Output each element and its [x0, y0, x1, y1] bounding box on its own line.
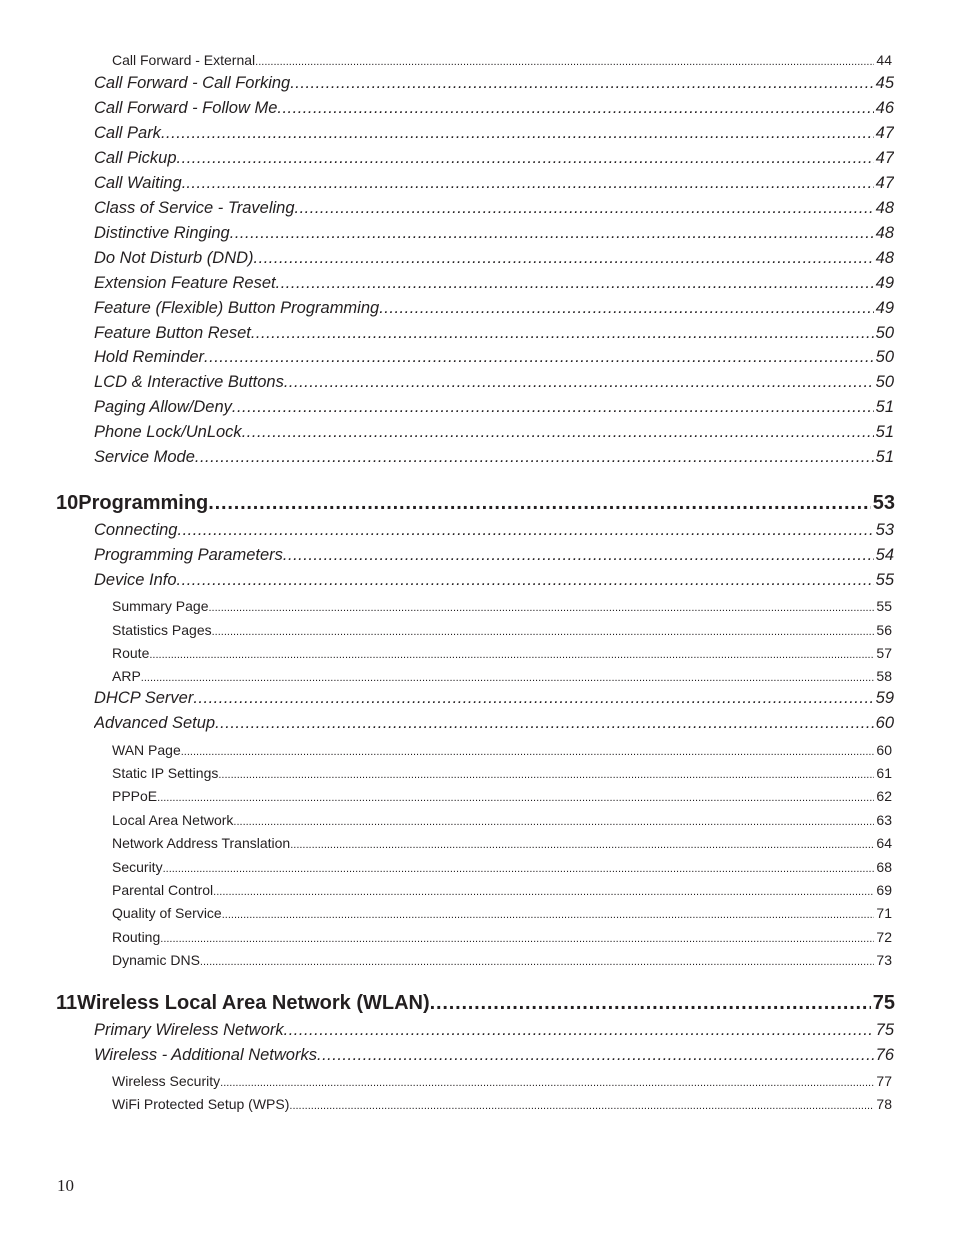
dot-leader	[233, 812, 874, 828]
toc-entry[interactable]	[112, 835, 892, 851]
dot-leader	[163, 859, 875, 875]
dot-leader	[242, 423, 874, 442]
toc-entry[interactable]	[94, 149, 894, 168]
toc-entry-title: Feature Button Reset	[94, 324, 251, 342]
toc-entry-page: 62	[876, 788, 892, 804]
dot-leader	[220, 1073, 874, 1089]
toc-entry[interactable]	[94, 174, 894, 193]
toc-entry[interactable]	[112, 742, 892, 758]
toc-entry-page: 60	[876, 742, 892, 758]
dot-leader	[213, 882, 874, 898]
toc-entry-title: Call Forward - External	[112, 52, 256, 68]
toc-entry[interactable]	[94, 714, 894, 733]
dot-leader	[141, 668, 875, 684]
toc-entry-title: Call Forward - Call Forking	[94, 74, 291, 92]
toc-entry-title: Distinctive Ringing	[94, 224, 230, 242]
toc-entry-page: 50	[875, 373, 894, 391]
dot-leader	[208, 598, 874, 614]
dot-leader	[193, 689, 873, 708]
toc-entry-title: Call Forward - Follow Me	[94, 99, 278, 117]
toc-entry-title: Local Area Network	[112, 812, 234, 828]
toc-entry-page: 58	[876, 668, 892, 684]
toc-entry-page: 71	[876, 905, 892, 921]
toc-entry-title: Summary Page	[112, 598, 209, 614]
chapter-number: 11	[56, 992, 78, 1014]
toc-entry[interactable]	[94, 689, 894, 708]
toc-entry[interactable]	[112, 645, 892, 661]
dot-leader	[254, 249, 874, 268]
dot-leader	[212, 622, 875, 638]
chapter-page: 53	[872, 492, 895, 514]
toc-entry[interactable]	[112, 812, 892, 828]
toc-entry-page: 50	[875, 324, 894, 342]
toc-entry-title: Feature (Flexible) Button Programming	[94, 299, 380, 317]
dot-leader	[181, 742, 875, 758]
toc-entry[interactable]	[94, 324, 894, 343]
toc-entry-title: ARP	[112, 668, 141, 684]
toc-entry[interactable]	[112, 905, 892, 921]
dot-leader	[149, 645, 874, 661]
toc-entry-page: 55	[876, 598, 892, 614]
toc-entry-page: 72	[876, 929, 892, 945]
dot-leader	[204, 348, 874, 367]
toc-entry-title: Programming Parameters	[94, 546, 283, 564]
toc-entry-title: Device Info	[94, 571, 177, 589]
dot-leader	[177, 521, 873, 540]
dot-leader	[284, 1021, 874, 1040]
toc-entry-title: Call Waiting.	[94, 174, 187, 192]
toc-entry-page: 51	[875, 423, 894, 441]
toc-entry[interactable]	[94, 1046, 894, 1065]
toc-entry-page: 75	[875, 1021, 894, 1039]
toc-entry-title: Call Pickup	[94, 149, 177, 167]
toc-entry-title: Hold Reminder	[94, 348, 205, 366]
toc-entry-title: Route	[112, 645, 150, 661]
toc-entry-title: WiFi Protected Setup (WPS)	[112, 1096, 290, 1112]
toc-entry-title: Security	[112, 859, 163, 875]
toc-entry-page: 68	[876, 859, 892, 875]
toc-entry[interactable]	[94, 249, 894, 268]
dot-leader	[160, 929, 874, 945]
toc-entry-title: Paging Allow/Deny	[94, 398, 232, 416]
dot-leader	[290, 835, 874, 851]
toc-entry-page: 54	[875, 546, 894, 564]
chapter-title: Wireless Local Area Network (WLAN)	[77, 992, 430, 1014]
toc-entry[interactable]	[112, 1096, 892, 1112]
toc-entry[interactable]	[112, 668, 892, 684]
toc-entry[interactable]	[94, 521, 894, 540]
page-number: 10	[57, 1176, 74, 1195]
dot-leader	[218, 765, 874, 781]
toc-entry-title: Call Park	[94, 124, 161, 142]
toc-entry-title: Dynamic DNS	[112, 952, 200, 968]
dot-leader	[222, 905, 875, 921]
chapter-page: 75	[872, 992, 895, 1014]
dot-leader	[284, 373, 874, 392]
toc-entry-title: WAN Page	[112, 742, 181, 758]
dot-leader	[195, 448, 874, 467]
dot-leader	[230, 224, 874, 243]
toc-entry[interactable]	[112, 1073, 892, 1089]
toc-entry-title: Connecting	[94, 521, 178, 539]
toc-entry-page: 63	[876, 812, 892, 828]
dot-leader	[177, 571, 874, 590]
toc-entry-page: 77	[876, 1073, 892, 1089]
toc-entry-title: Quality of Service	[112, 905, 222, 921]
toc-entry[interactable]	[94, 99, 894, 118]
dot-leader	[283, 546, 874, 565]
toc-entry-page: 48	[875, 249, 894, 267]
toc-entry-page: 47	[875, 174, 894, 192]
chapter-number: 10	[56, 492, 79, 514]
toc-entry-title: Parental Control	[112, 882, 214, 898]
toc-entry-page: 47	[875, 124, 894, 142]
toc-entry-page: 48	[875, 224, 894, 242]
toc-entry-page: 47	[875, 149, 894, 167]
dot-leader	[276, 274, 874, 293]
dot-leader	[208, 492, 870, 515]
toc-entry-page: 53	[875, 521, 894, 539]
dot-leader	[295, 199, 874, 218]
toc-entry[interactable]	[94, 224, 894, 243]
toc-entry[interactable]	[94, 348, 894, 367]
dot-leader	[177, 149, 874, 168]
toc-entry-page: 49	[875, 274, 894, 292]
toc-entry-title: LCD & Interactive Buttons	[94, 373, 284, 391]
toc-entry-page: 73	[876, 952, 892, 968]
toc-entry[interactable]	[94, 448, 894, 467]
dot-leader	[290, 74, 873, 93]
toc-entry-page: 46	[875, 99, 894, 117]
dot-leader	[289, 1096, 874, 1112]
toc-entry[interactable]	[112, 788, 892, 804]
dot-leader	[255, 52, 874, 68]
toc-entry-page: 50	[875, 348, 894, 366]
toc-entry-title: Phone Lock/UnLock	[94, 423, 242, 441]
toc-entry[interactable]	[112, 952, 892, 968]
toc-entry-page: 57	[876, 645, 892, 661]
toc-entry-title: Advanced Setup	[94, 714, 216, 732]
toc-entry[interactable]	[112, 929, 892, 945]
chapter-title: Programming	[78, 492, 209, 514]
toc-entry[interactable]	[94, 1021, 894, 1040]
dot-leader	[157, 788, 874, 804]
toc-entry[interactable]	[94, 74, 894, 93]
toc-entry-title: Do Not Disturb (DND)	[94, 249, 254, 267]
toc-entry-page: 78	[876, 1096, 892, 1112]
toc-entry-page: 45	[875, 74, 894, 92]
toc-entry[interactable]	[112, 882, 892, 898]
dot-leader	[200, 952, 875, 968]
toc-entry-page: 55	[875, 571, 894, 589]
toc-entry-title: DHCP Server	[94, 689, 194, 707]
toc-entry[interactable]	[112, 52, 892, 68]
toc-entry-page: 59	[875, 689, 894, 707]
toc-entry-title: Service Mode	[94, 448, 195, 466]
toc-entry[interactable]	[112, 598, 892, 614]
dot-leader	[215, 714, 874, 733]
toc-entry-title: Class of Service - Traveling	[94, 199, 295, 217]
toc-entry[interactable]	[94, 546, 894, 565]
toc-entry[interactable]	[94, 299, 894, 318]
toc-entry-page: 51	[875, 448, 894, 466]
dot-leader	[251, 324, 874, 343]
toc-chapter[interactable]	[56, 992, 895, 1015]
toc-entry-page: 60	[875, 714, 894, 732]
dot-leader	[277, 99, 873, 118]
toc-entry-title: Wireless Security	[112, 1073, 221, 1089]
toc-entry-title: Network Address Translation	[112, 835, 291, 851]
dot-leader	[317, 1046, 874, 1065]
toc-entry[interactable]	[94, 423, 894, 442]
dot-leader	[161, 124, 874, 143]
toc-entry-page: 51	[875, 398, 894, 416]
toc-entry-title: Static IP Settings	[112, 765, 219, 781]
toc-entry-title: Routing	[112, 929, 161, 945]
toc-entry-title: Wireless - Additional Networks	[94, 1046, 317, 1064]
toc-entry-page: 64	[876, 835, 892, 851]
toc-entry-page: 48	[875, 199, 894, 217]
dot-leader	[186, 174, 873, 193]
toc-entry-title: PPPoE	[112, 788, 158, 804]
toc-entry[interactable]	[94, 373, 894, 392]
toc-entry[interactable]	[112, 765, 892, 781]
dot-leader	[430, 992, 871, 1015]
toc-entry-title: Primary Wireless Network	[94, 1021, 284, 1039]
toc-entry-page: 49	[875, 299, 894, 317]
toc-entry-page: 61	[876, 765, 892, 781]
dot-leader	[379, 299, 873, 318]
toc-entry[interactable]	[112, 622, 892, 638]
toc-entry-page: 69	[876, 882, 892, 898]
toc-entry[interactable]	[94, 571, 894, 590]
toc-entry[interactable]	[94, 398, 894, 417]
toc-entry[interactable]	[94, 274, 894, 293]
toc-entry-title: Extension Feature Reset	[94, 274, 276, 292]
toc-entry[interactable]	[94, 199, 894, 218]
dot-leader	[232, 398, 874, 417]
toc-chapter[interactable]	[56, 492, 895, 515]
toc-entry[interactable]	[94, 124, 894, 143]
toc-entry-title: Statistics Pages	[112, 622, 212, 638]
toc-entry-page: 76	[875, 1046, 894, 1064]
toc-entry[interactable]	[112, 859, 892, 875]
toc-entry-page: 44	[876, 52, 892, 68]
toc-entry-page: 56	[876, 622, 892, 638]
